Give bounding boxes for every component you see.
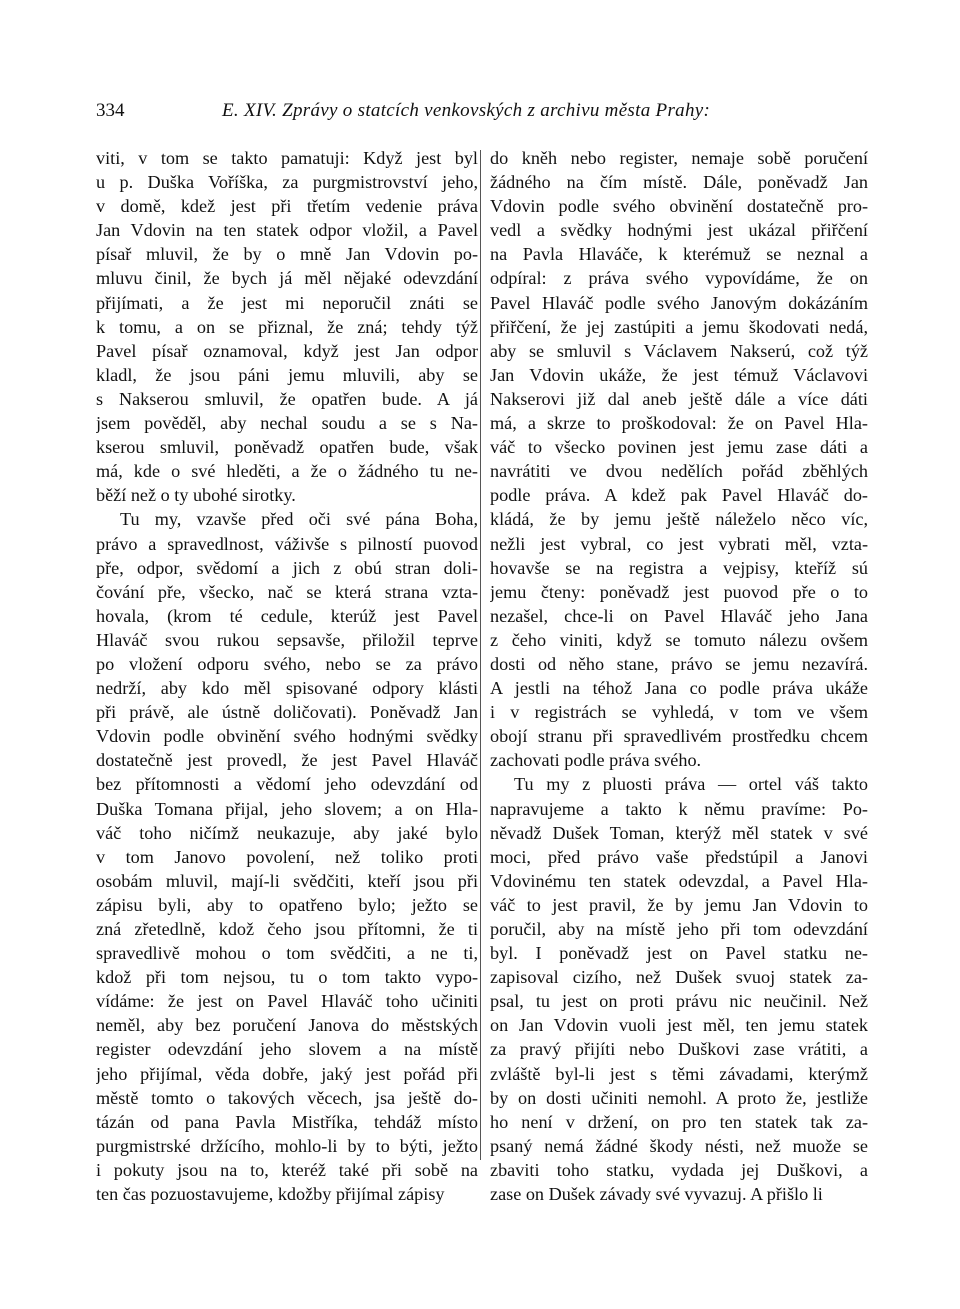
text-line: váč to všecko povinen jest jemu zase dáti a [490,437,868,458]
text-line: zachovati podle práva svého. [490,750,702,771]
page-number: 334 [96,100,125,121]
text-line: moci, před právo vaše předstúpil a Janovi [490,846,868,867]
text-line: neměl, aby bez poručení Janova do městských [96,1015,478,1036]
text-line: Hlaváč svou rukou sepsavše, přiložil teprve [96,629,478,650]
text-line: poručil, aby na místě jeho při tom odevzdání [490,919,868,939]
text-line: vedl a svědky hodnými jest ukázal přiřčení [490,220,868,241]
text-line: na Pavla Hlaváče, k kterémuž se neznal a [490,244,868,265]
text-line: přiřčení, že jej zastúpiti a jemu škodovati nedá, [490,316,868,337]
text-line: váč toho ničímž neukazuje, aby jaké bylo [96,822,478,843]
text-line: městě tomto o takových věcech, jsa ještě do- [96,1087,478,1108]
text-line: z čeho viniti, když se tomuto nálezu ovšem [490,629,868,650]
text-line: něvadž Dušek Toman, kterýž měl statek v své [490,822,868,843]
text-line: Tu my, vzavše před oči své pána Boha, [120,509,478,530]
column-divider [480,150,481,1160]
text-line: zápisu byli, aby to opatřeno bylo; ježto se [96,894,478,915]
text-line: u p. Duška Voříška, za purgmistrovství jeho, [96,172,478,193]
text-line: osobám mluvil, mají-li svědčiti, kteří jsou při [96,870,478,891]
text-line: hovala, (krom té cedule, kterúž jest Pavel [96,605,478,626]
text-line: kserou smluvil, poněvadž opatřen bude, však [96,437,478,458]
text-line: navrátiti ve dvou nedělích pořád zběhlých [490,461,868,482]
text-line: pře, odpor, svědomí a jich z obú stran doli- [96,557,478,578]
text-line: i v registrách se vyhledá, v tom ve všem [490,702,868,723]
text-line: i pokuty jsou na to, kteréž také při sobě na [96,1159,478,1180]
text-line: má, kde o své hleděti, a že o žádného tu ne- [96,461,478,482]
text-line: register odevzdání jeho slovem a na místě [96,1039,478,1060]
text-line: podle práva. A kdež pak Pavel Hlaváč do- [490,485,868,506]
text-line: ten čas pozuostavujeme, kdožby přijímal zápisy [96,1184,445,1205]
text-line: psaný nemá žádné škody nésti, než muože se [490,1135,868,1156]
text-line: hovavše se na registra a vejpisy, kteříž sú [490,557,868,578]
text-line: čování pře, všecko, nač se která strana vzta- [96,581,478,602]
text-line: ho není v držení, on pro ten statek tak za- [490,1111,868,1132]
text-line: Pavel písař oznamoval, když jest Jan odpor [96,340,478,361]
text-line: spravedlivě mohou o tom svědčiti, a ne ti, [96,943,478,964]
text-line: jeho přijímal, věda dobře, jaký jest pořád při [96,1063,478,1084]
text-line: Duška Tomana přijal, jeho slovem; a on Hla- [96,798,478,819]
text-line: by on dosti učiniti nemohl. A proto že, jestliže [490,1087,868,1108]
text-line: přijímati, a že jest mi neporučil znáti se [96,292,478,313]
text-line: kdož při tom nejsou, tu o tom takto vypo- [96,967,478,988]
text-line: vídáme: že jest on Pavel Hlaváč toho učiniti [96,991,478,1012]
text-line: jemu čteny: poněvadž jest puovod pře o to [490,581,868,602]
text-line: za pravý přijíti nebo Duškovi zase vrátiti, a [490,1039,868,1060]
text-line: písař mluvil, že by o mně Jan Vdovin po- [96,244,478,265]
text-line: zná zřetedlně, kdož čeho jsou přítomni, že ti [96,919,478,939]
text-line: zbaviti toho statku, vydada jej Duškovi, a [490,1159,868,1180]
text-line: zapisoval cizího, než Dušek svuoj statek za- [490,967,868,988]
text-line: kladl, že jsou páni jemu mluvili, aby se [96,364,478,385]
text-line: nezašel, chce-li on Pavel Hlaváč jeho Jana [490,605,868,626]
text-line: při právě, ale ústně doličovati). Poněvadž Jan [96,702,478,723]
text-line: nežli jest vybral, co jest vybrati měl, vzta- [490,533,868,554]
text-line: odpíral: z práva svého vypovídáme, že on [490,268,868,289]
text-line: psal, tu jest on proti právu nic neučinil. Než [490,991,868,1012]
text-line: on Jan Vdovin vuoli jest měl, ten jemu statek [490,1015,868,1036]
text-line: dostatečně jest provedl, že jest Pavel Hlaváč [96,750,478,771]
text-line: do kněh nebo register, nemaje sobě poručení [490,148,868,168]
running-header [96,100,866,124]
text-line: nedrží, aby kdo měl spisované odpory klásti [96,678,478,699]
text-line: Tu my z pluosti práva — ortel váš takto [514,774,868,795]
text-line: Pavel Hlaváč podle svého Janovým dokázáním [490,292,868,313]
text-line: žádného na čím místě. Dále, poněvadž Jan [490,172,868,193]
text-line: kládá, že by jemu ještě náleželo něco víc, [490,509,868,530]
text-line: bez přítomnosti a vědomí jeho odevzdání od [96,774,478,795]
text-line: Jan Vdovin na ten statek odpor vložil, a Pavel [96,220,478,241]
text-line: po vložení odporu svého, nebo se za právo [96,653,478,674]
text-line: napravujeme a takto k němu pravíme: Po- [490,798,868,819]
text-line: právo a spravedlnost, váživše s pilností puovod [96,533,478,554]
text-line: v domě, kdež jest při třetím vedenie práva [96,196,478,217]
text-line: Nakserovi již dal aneb ještě dále a více dáti [490,388,868,409]
text-line: k tomu, a on se přiznal, že zná; tehdy týž [96,316,478,337]
text-line: jsem pověděl, aby nechal soudu a se s Na- [96,413,478,434]
text-line: váč to jest pravil, že by jemu Jan Vdovin to [490,894,868,915]
text-line: dosti od něho stane, právo se jemu nezavírá. [490,653,868,674]
text-line: Vdovin podle svého obvinění dostatečně pro- [490,196,868,217]
text-line: byl. I poněvadž jest on Pavel statku ne- [490,943,868,964]
text-line: aby se smluvil s Václavem Nakserú, což týž [490,340,868,361]
text-line: má, a skrze to proškodoval: že on Pavel Hla- [490,413,868,434]
text-line: v tom Janovo povolení, než toliko proti [96,846,478,867]
text-line: s Nakserou smluvil, že opatřen bude. A já [96,388,478,409]
text-line: Jan Vdovin ukáže, že jest témuž Václavovi [490,364,868,385]
text-line: zase on Dušek závady své vyvazuj. A přišlo li [490,1184,823,1205]
running-title: E. XIV. Zprávy o statcích venkovských z archivu města Prahy: [222,100,711,121]
text-line: A jestli na téhož Jana co podle práva ukáže [490,678,868,699]
right-column [490,146,868,1206]
text-line: zvláště byl-li jest s těmi závadami, kterýmž [490,1063,868,1084]
text-line: obojí stranu při spravedlivém prostředku chcem [490,726,868,747]
left-column [96,146,478,1206]
text-line: běží než o ty ubohé sirotky. [96,485,296,506]
text-line: viti, v tom se takto pamatuji: Když jest byl [96,148,478,168]
text-line: Vdovinému ten statek odevzdal, a Pavel Hla- [490,870,868,891]
text-line: purgmistrské držícího, mohlo-li by to býti, ježto [96,1135,478,1156]
text-line: tázán od pana Pavla Mistříka, tehdáž místo [96,1111,478,1132]
text-line: mluvu činil, že bych já měl nějaké odevzdání [96,268,478,289]
text-line: Vdovin podle obvinění svého hodnými svědky [96,726,478,747]
